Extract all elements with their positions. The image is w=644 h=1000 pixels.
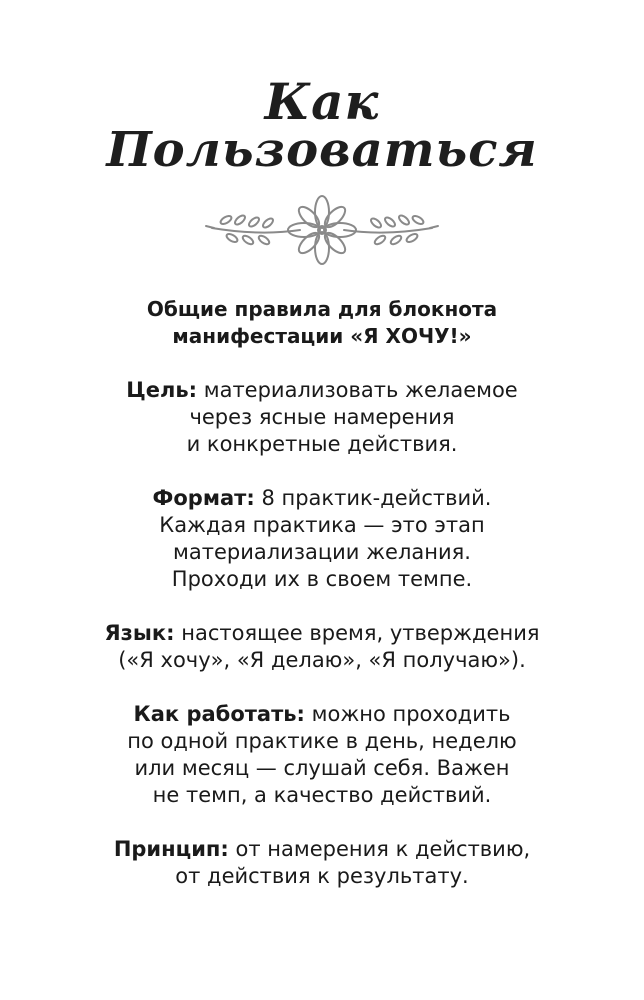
goal-line-2: через ясные намерения <box>189 405 455 429</box>
language-line-2: («Я хочу», «Я делаю», «Я получаю»). <box>118 648 526 672</box>
principle-section <box>40 836 604 890</box>
goal-label: Цель: <box>126 378 198 402</box>
language-section <box>40 620 604 674</box>
rules-heading <box>40 296 604 350</box>
flower-divider-icon <box>200 190 444 270</box>
format-line-4: Проходи их в своем темпе. <box>171 567 473 591</box>
how-section <box>40 701 604 809</box>
format-section <box>40 485 604 593</box>
format-label: Формат: <box>152 486 255 510</box>
principle-line-2: от действия к результату. <box>175 864 469 888</box>
goal-section <box>40 377 604 458</box>
how-label: Как работать: <box>133 702 305 726</box>
format-line-1: 8 практик-действий. <box>261 486 492 510</box>
how-line-3: или месяц — слушай себя. Важен <box>134 756 510 780</box>
heading-line-1: Общие правила для блокнота <box>146 297 498 321</box>
title-line-2: Пользоваться <box>106 122 538 178</box>
format-line-2: Каждая практика — это этап <box>159 513 485 537</box>
rules-content <box>40 296 604 917</box>
format-line-3: материализации желания. <box>173 540 471 564</box>
goal-line-3: и конкретные действия. <box>186 432 458 456</box>
principle-line-1: от намерения к действию, <box>235 837 531 861</box>
language-label: Язык: <box>104 621 175 645</box>
principle-label: Принцип: <box>113 837 229 861</box>
how-line-4: не темп, а качество действий. <box>152 783 492 807</box>
how-line-1: можно проходить <box>311 702 511 726</box>
language-line-1: настоящее время, утверждения <box>181 621 540 645</box>
how-line-2: по одной практике в день, неделю <box>127 729 517 753</box>
goal-line-1: материализовать желаемое <box>203 378 518 402</box>
title-line-1: Как <box>264 72 380 131</box>
heading-line-2: манифестации «Я ХОЧУ!» <box>172 324 472 348</box>
